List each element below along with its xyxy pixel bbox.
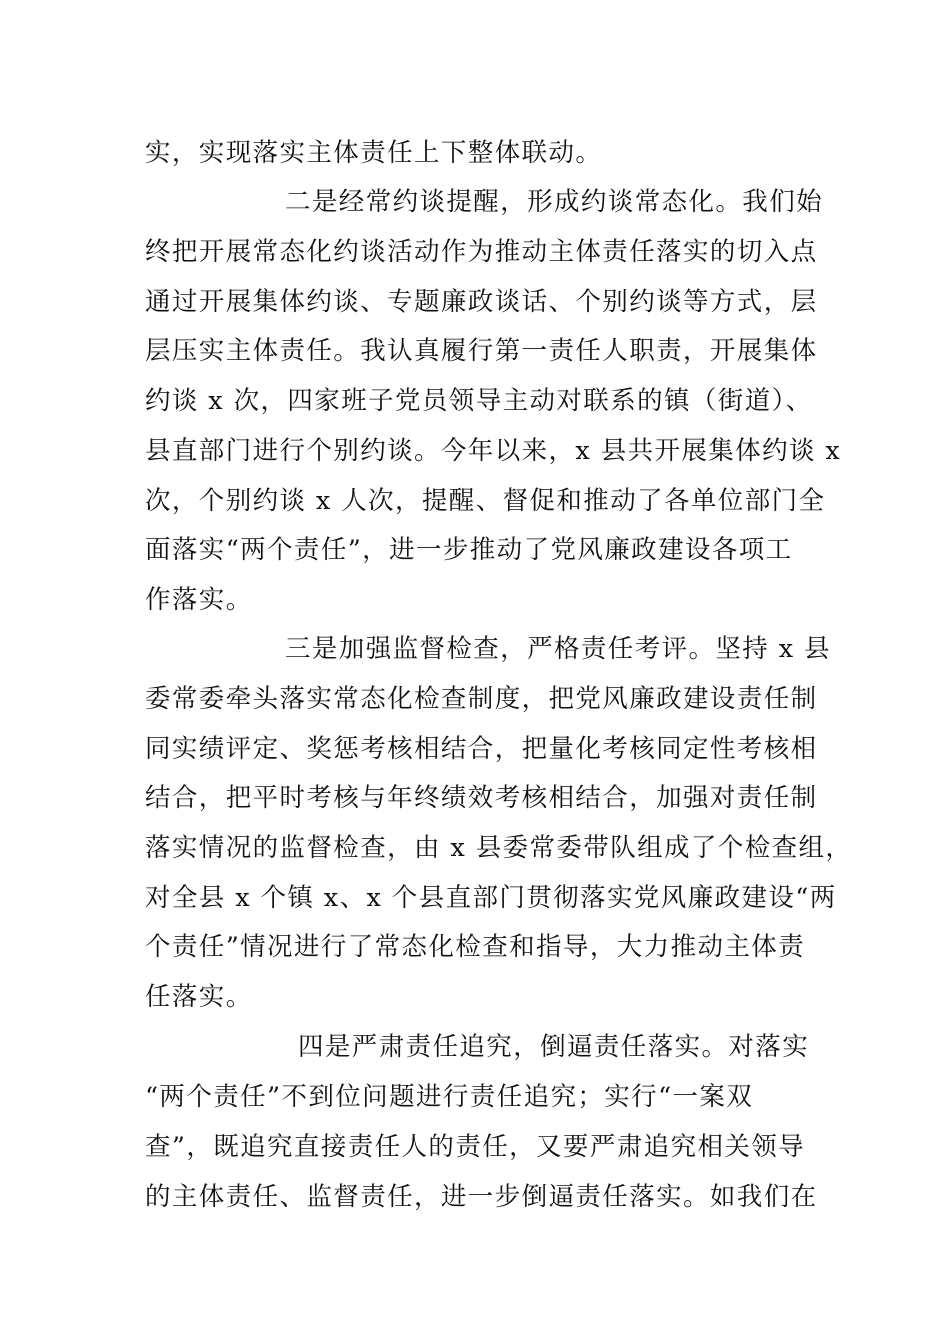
text-line: 三是加强监督检查，严格责任考评。坚持 x 县: [285, 634, 831, 664]
text-line: 同实绩评定、奖惩考核相结合，把量化考核同定性考核相: [145, 734, 818, 764]
text-line: 通过开展集体约谈、专题廉政谈话、个别约谈等方式，层: [145, 287, 818, 317]
text-line: 任落实。: [145, 982, 253, 1012]
text-line: 对全县 x 个镇 x、x 个县直部门贯彻落实党风廉政建设“两: [145, 883, 837, 913]
text-line: 次，个别约谈 x 人次，提醒、督促和推动了各单位部门全: [145, 486, 826, 516]
text-line: 层压实主体责任。我认真履行第一责任人职责，开展集体: [145, 336, 818, 366]
text-line: 约谈 x 次，四家班子党员领导主动对联系的镇（街道）、: [145, 386, 813, 416]
text-line: “两个责任”不到位问题进行责任追究；实行“一案双: [145, 1082, 754, 1112]
text-line: 查”，既追究直接责任人的责任，又要严肃追究相关领导: [145, 1132, 806, 1162]
text-line: 县直部门进行个别约谈。今年以来，x 县共开展集体约谈 x: [145, 436, 842, 466]
text-line: 四是严肃责任追究，倒逼责任落实。对落实: [298, 1032, 810, 1062]
text-line: 落实情况的监督检查，由 x 县委常委带队组成了个检查组，: [145, 833, 853, 863]
text-line: 二是经常约谈提醒，形成约谈常态化。我们始: [285, 187, 824, 217]
text-line: 结合，把平时考核与年终绩效考核相结合，加强对责任制: [145, 783, 818, 813]
text-line: 个责任”情况进行了常态化检查和指导，大力推动主体责: [145, 932, 806, 962]
text-line: 实，实现落实主体责任上下整体联动。: [145, 138, 603, 168]
text-line: 作落实。: [145, 585, 253, 615]
text-line: 面落实“两个责任”，进一步推动了党风廉政建设各项工: [145, 535, 793, 565]
text-line: 的主体责任、监督责任，进一步倒逼责任落实。如我们在: [145, 1182, 818, 1212]
text-line: 终把开展常态化约谈活动作为推动主体责任落实的切入点: [145, 237, 818, 267]
text-line: 委常委牵头落实常态化检查制度，把党风廉政建设责任制: [145, 684, 818, 714]
